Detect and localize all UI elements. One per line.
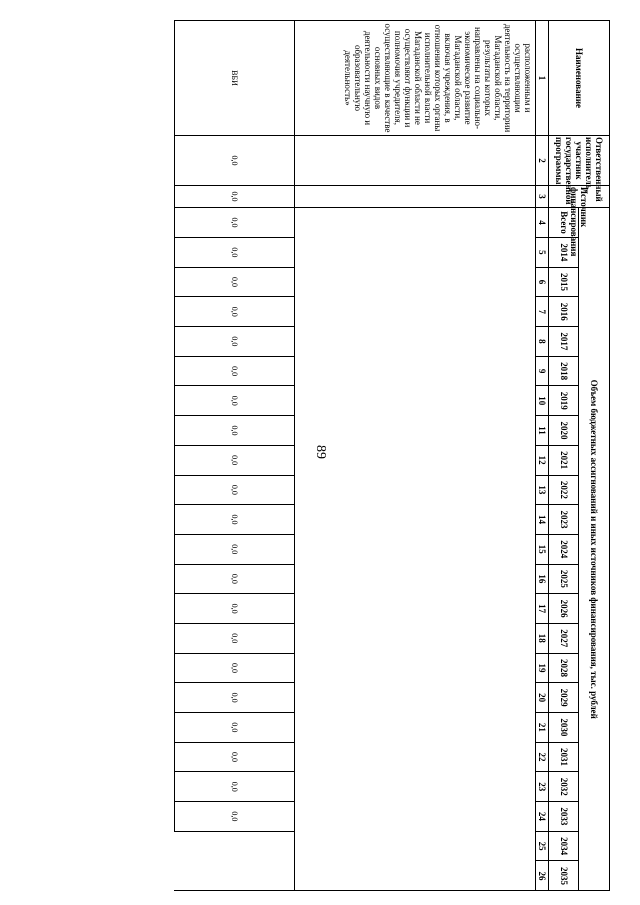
prev-responsible-cell	[295, 136, 536, 186]
column-number: 6	[536, 267, 549, 297]
column-number: 11	[536, 416, 549, 446]
responsible-col-header: Ответственный исполнитель, участник государственной программы	[549, 136, 610, 186]
year-header: 2032	[549, 772, 580, 802]
year-header: 2016	[549, 297, 580, 327]
value-cell: 0,0	[175, 208, 295, 238]
page-number: 89	[313, 445, 328, 459]
value-cell: 0,0	[175, 327, 295, 357]
value-cell: 0,0	[175, 386, 295, 416]
column-number: 25	[536, 831, 549, 861]
year-header: 2029	[549, 683, 580, 713]
column-number: 9	[536, 356, 549, 386]
prev-item-cell: расположенным и осуществляющим деятельность на территории Магаданской области, результаты которых направлены на социально-экономическое развитие Магаданской области, включая учреждения, в отношении которых органы исполнительной власти Магаданской области не осуществляют функции и полномочия учредителя, осуществляющие в качестве основных видов деятельности научную и образовательную деятельность»	[295, 21, 536, 136]
column-number: 16	[536, 564, 549, 594]
value-cell: 0,0	[175, 505, 295, 535]
column-number: 10	[536, 386, 549, 416]
value-cell: 0,0	[175, 623, 295, 653]
year-header: 2031	[549, 742, 580, 772]
table-header	[536, 21, 610, 891]
value-cell: 0,0	[175, 297, 295, 327]
year-header: 2027	[549, 623, 580, 653]
column-number: 4	[536, 208, 549, 238]
total-cell: 0,0	[175, 136, 295, 186]
value-cell: 0,0	[175, 186, 295, 208]
year-header: 2033	[549, 802, 580, 832]
column-number: 22	[536, 742, 549, 772]
value-cell: 0,0	[175, 416, 295, 446]
column-number-row	[536, 21, 549, 891]
column-number: 12	[536, 445, 549, 475]
value-cell: 0,0	[175, 802, 295, 832]
value-cell: 0,0	[175, 713, 295, 743]
name-col-header: Наименование	[549, 21, 610, 136]
column-number: 15	[536, 534, 549, 564]
year-header: 2022	[549, 475, 580, 505]
value-cell: 0,0	[175, 475, 295, 505]
rotated-table-wrapper	[90, 20, 610, 890]
year-header: 2024	[549, 534, 580, 564]
column-number: 8	[536, 327, 549, 357]
year-header: 2017	[549, 327, 580, 357]
value-cell: 0,0	[175, 564, 295, 594]
prev-values-area	[295, 208, 536, 891]
year-header: 2021	[549, 445, 580, 475]
year-header: 2034	[549, 831, 580, 861]
year-header: 2018	[549, 356, 580, 386]
prev-source-cell	[295, 186, 536, 208]
year-header: 2020	[549, 416, 580, 446]
column-number: 3	[536, 186, 549, 208]
budget-table	[174, 20, 610, 891]
year-header: 2019	[549, 386, 580, 416]
column-number: 21	[536, 713, 549, 743]
column-number: 20	[536, 683, 549, 713]
table-row	[175, 21, 295, 891]
column-number: 5	[536, 238, 549, 268]
column-number: 24	[536, 802, 549, 832]
source-col-header: Источник финансирования	[549, 186, 610, 208]
total-col-header: Всего	[549, 208, 580, 238]
value-cell: 0,0	[175, 267, 295, 297]
year-header: 2023	[549, 505, 580, 535]
value-cell: 0,0	[175, 772, 295, 802]
column-number: 23	[536, 772, 549, 802]
value-cell: 0,0	[175, 683, 295, 713]
table-body	[175, 21, 536, 891]
value-cell: 0,0	[175, 445, 295, 475]
year-header: 2015	[549, 267, 580, 297]
volume-group-header: Объем бюджетных ассигнований и иных источников финансирования, тыс. рублей	[579, 208, 610, 891]
column-number: 1	[536, 21, 549, 136]
column-number: 14	[536, 505, 549, 535]
year-header: 2025	[549, 564, 580, 594]
source-cell: ВБИ	[175, 21, 295, 136]
column-number: 17	[536, 594, 549, 624]
column-number: 7	[536, 297, 549, 327]
year-header: 2035	[549, 861, 580, 891]
value-cell: 0,0	[175, 742, 295, 772]
value-cell: 0,0	[175, 534, 295, 564]
column-number: 19	[536, 653, 549, 683]
year-header: 2026	[549, 594, 580, 624]
value-cell: 0,0	[175, 594, 295, 624]
year-header: 2028	[549, 653, 580, 683]
year-header: 2014	[549, 238, 580, 268]
column-number: 26	[536, 861, 549, 891]
year-header: 2030	[549, 713, 580, 743]
column-number: 18	[536, 623, 549, 653]
value-cell: 0,0	[175, 653, 295, 683]
value-cell: 0,0	[175, 238, 295, 268]
column-number: 2	[536, 136, 549, 186]
column-number: 13	[536, 475, 549, 505]
value-cell: 0,0	[175, 356, 295, 386]
